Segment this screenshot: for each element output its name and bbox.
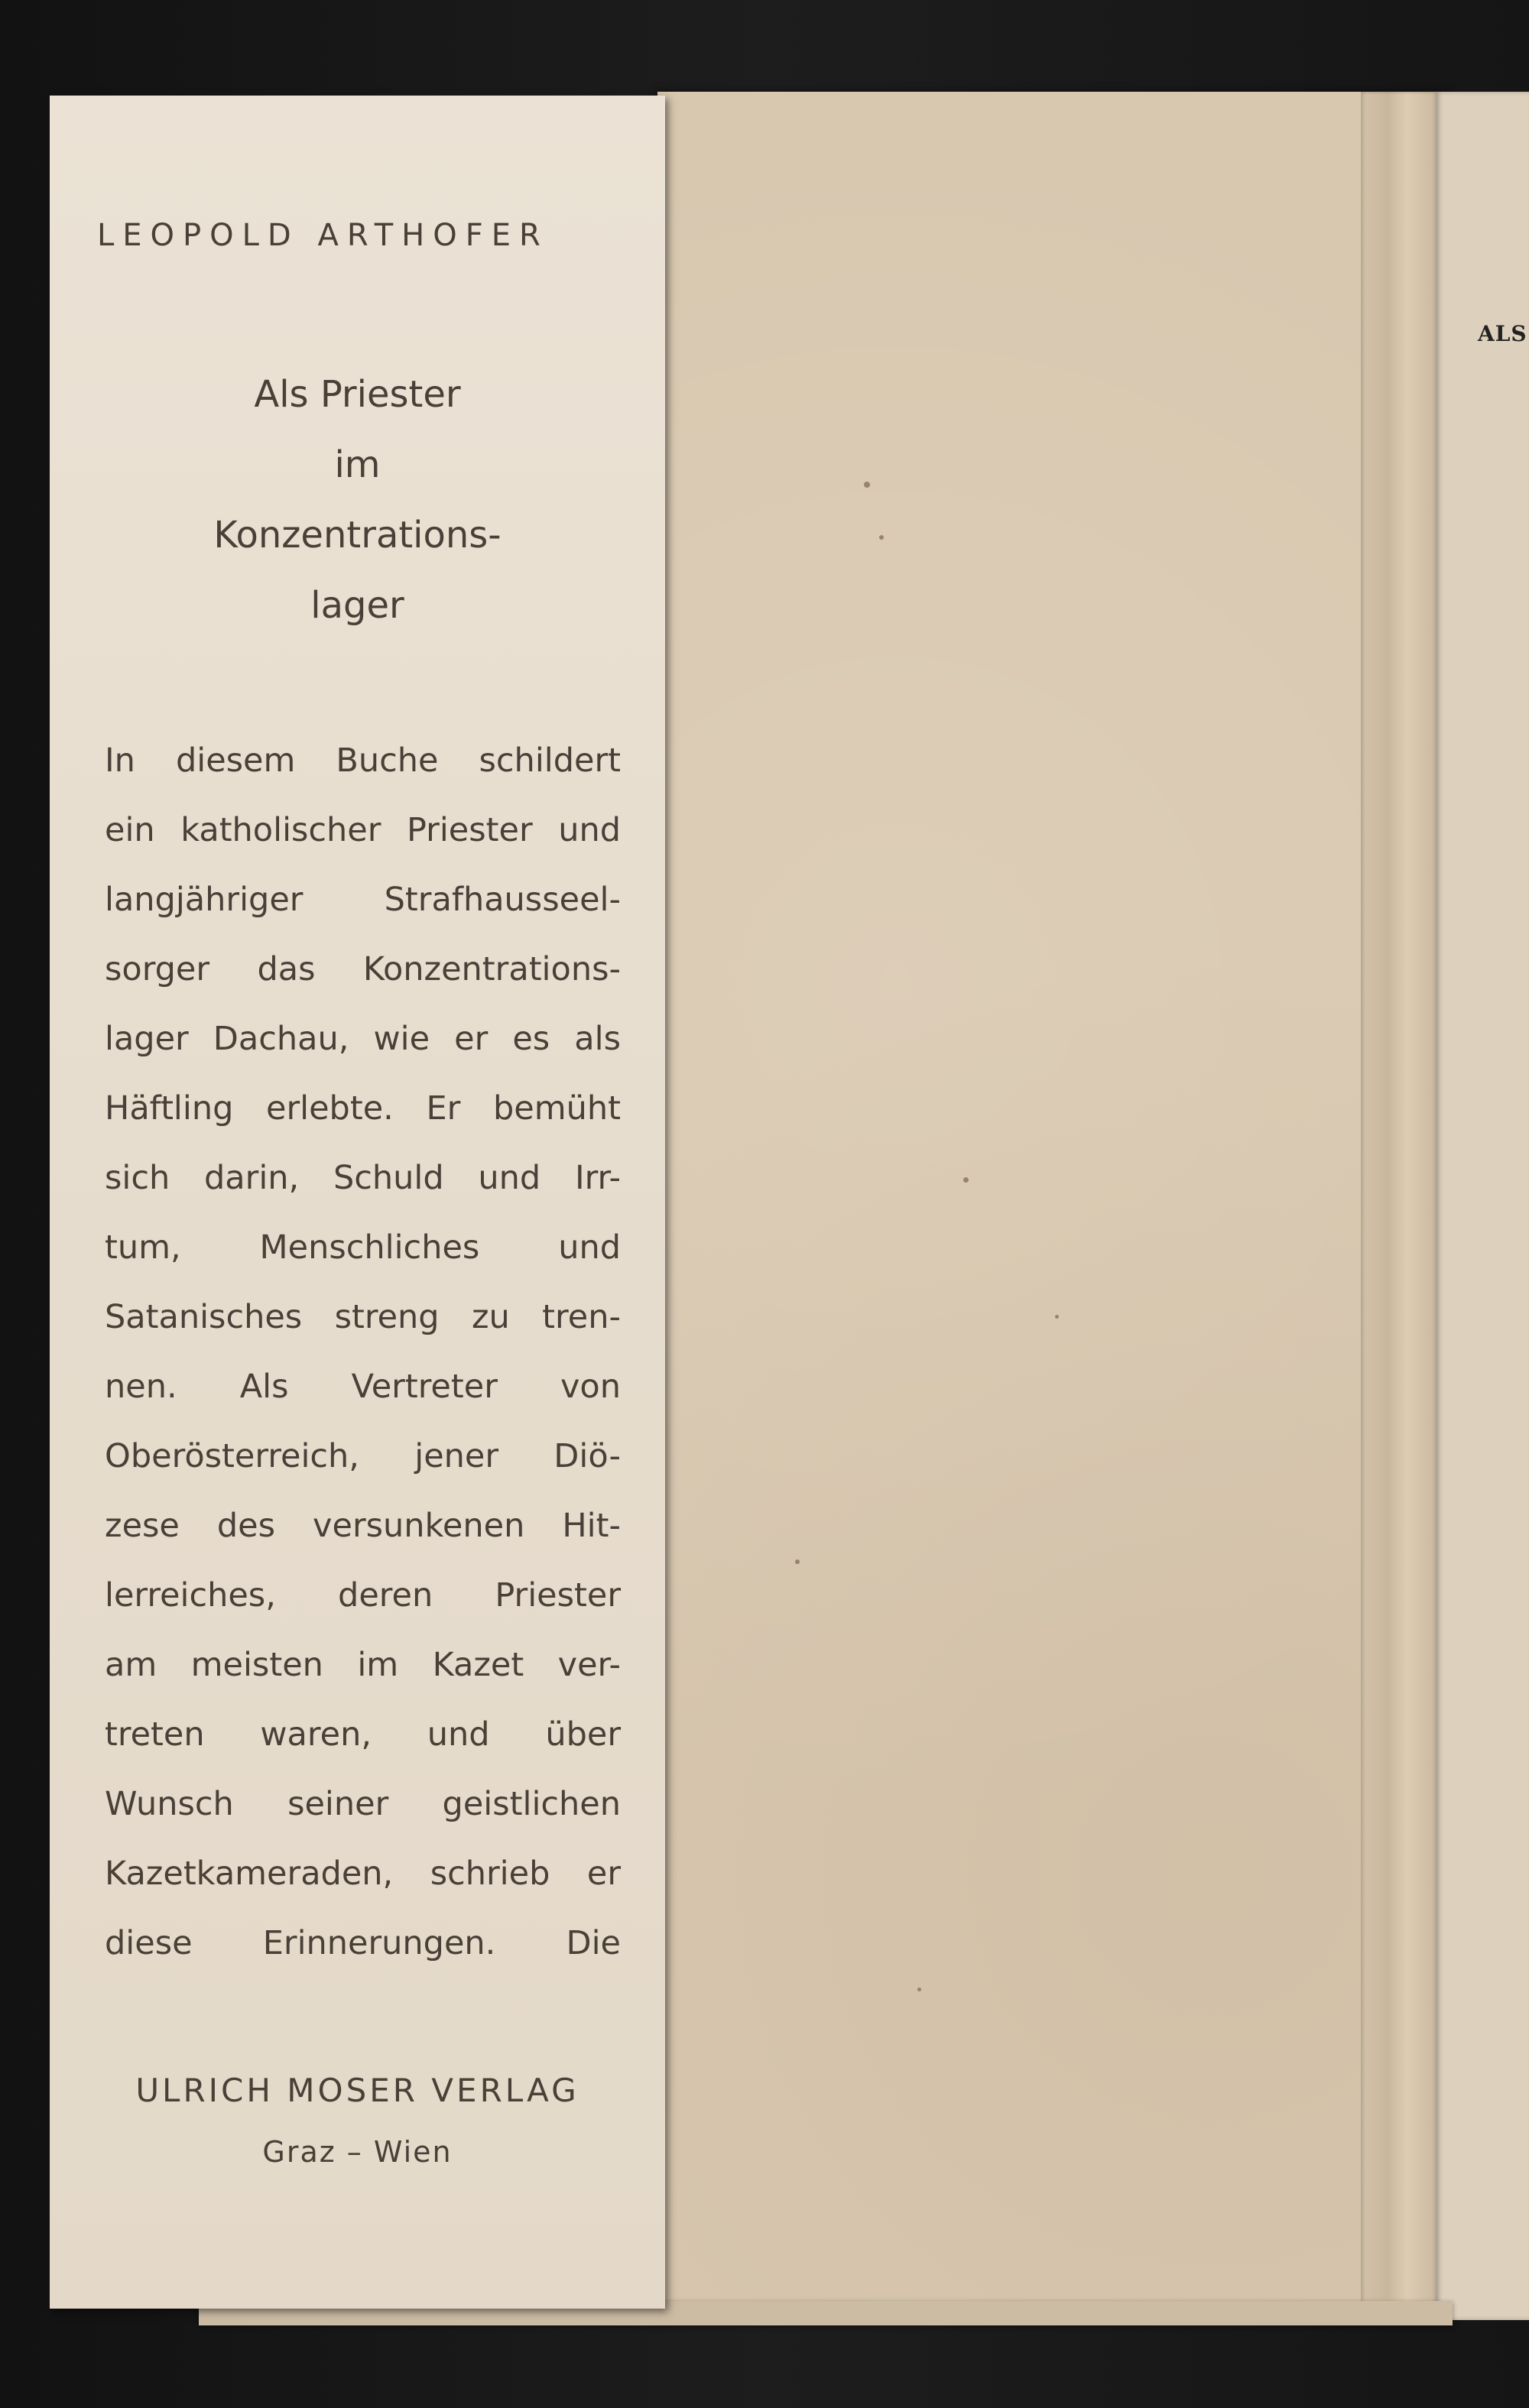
endpaper: [657, 92, 1453, 2320]
paper-speck: [879, 535, 884, 540]
blurb-line: Häftling erlebte. Er bemüht: [105, 1089, 621, 1128]
publisher-name: ULRICH MOSER VERLAG: [135, 2072, 579, 2109]
title-line: Konzentrations-: [213, 514, 502, 557]
blurb-line: tum, Menschliches und: [105, 1228, 621, 1267]
blurb-line: Wunsch seiner geistlichen: [105, 1785, 621, 1823]
book-hinge: [1361, 92, 1437, 2320]
blurb-line: sich darin, Schuld und Irr-: [105, 1159, 621, 1197]
paper-speck: [795, 1559, 800, 1564]
blurb-line: Satanisches streng zu tren-: [105, 1298, 621, 1336]
title-line: lager: [310, 584, 404, 627]
title-page-edge: [1436, 92, 1529, 2320]
dust-jacket-flap: [50, 96, 665, 2309]
blurb-line: ein katholischer Priester und: [105, 811, 621, 849]
paper-speck: [864, 482, 870, 488]
blurb-line: diese Erinnerungen. Die: [105, 1924, 621, 1962]
blurb-line: Oberösterreich, jener Diö-: [105, 1437, 621, 1475]
blurb-line: In diesem Buche schildert: [105, 742, 621, 780]
title-page-text: ALS: [1478, 321, 1527, 346]
paper-speck: [963, 1177, 969, 1183]
blurb-line: zese des versunkenen Hit-: [105, 1507, 621, 1545]
blurb-line: am meisten im Kazet ver-: [105, 1646, 621, 1684]
blurb-line: lerreiches, deren Priester: [105, 1576, 621, 1615]
author-name: LEOPOLD ARTHOFER: [97, 218, 549, 253]
book-title: [50, 359, 665, 641]
title-line: Als Priester: [254, 373, 461, 416]
title-line: im: [334, 443, 381, 486]
paper-speck: [917, 1988, 921, 1991]
paper-speck: [1055, 1315, 1059, 1319]
blurb-line: langjähriger Strafhausseel-: [105, 881, 621, 919]
blurb-line: lager Dachau, wie er es als: [105, 1020, 621, 1058]
publisher-place: Graz – Wien: [262, 2135, 453, 2169]
blurb-line: sorger das Konzentrations-: [105, 950, 621, 988]
blurb-text: [105, 726, 621, 1978]
blurb-line: treten waren, und über: [105, 1715, 621, 1754]
blurb-line: Kazetkameraden, schrieb er: [105, 1855, 621, 1893]
blurb-line: nen. Als Vertreter von: [105, 1368, 621, 1406]
